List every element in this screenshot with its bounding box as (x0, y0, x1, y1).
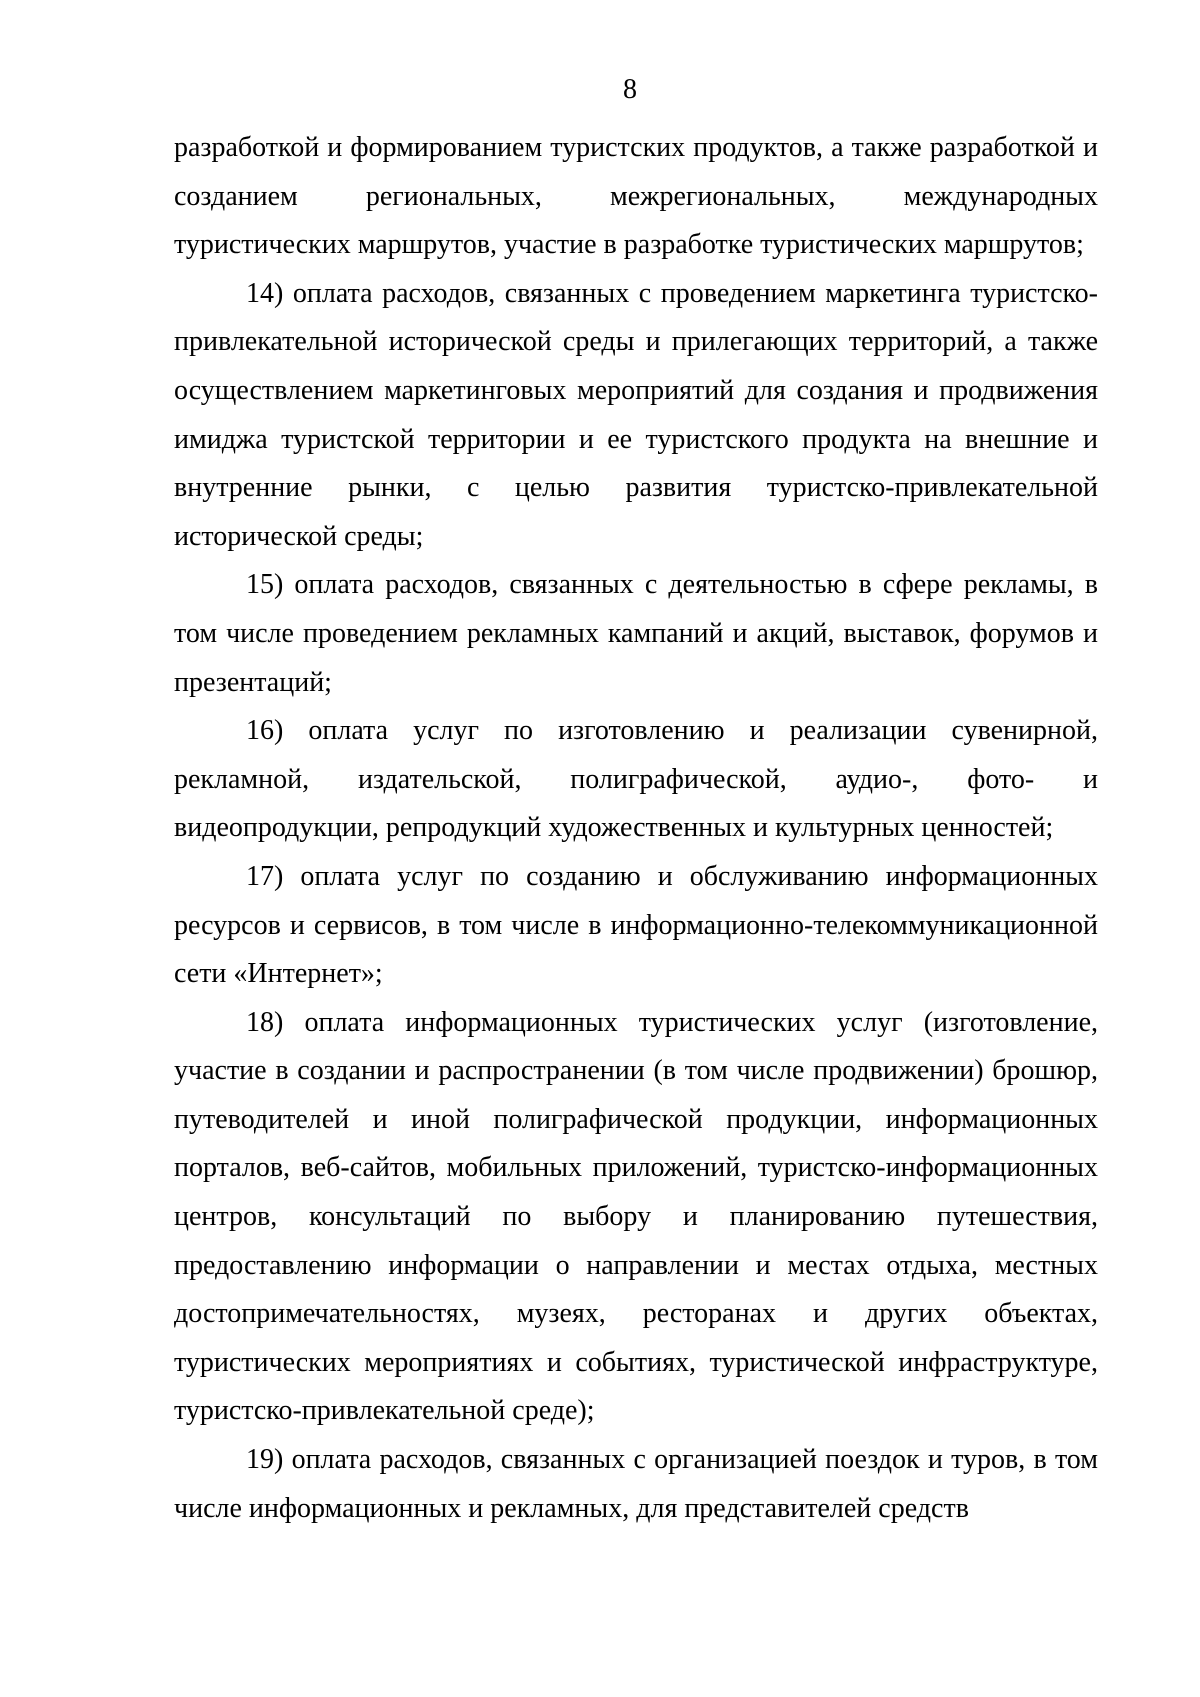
paragraph-item-15: 15) оплата расходов, связанных с деятельностью в сфере рекламы, в том числе проведением рекламных кампаний и акций, выставок, форумов и презентаций; (174, 569, 1098, 698)
paragraph-item-16: 16) оплата услуг по изготовлению и реализации сувенирной, рекламной, издательской, полиграфической, аудио-, фото- и видеопродукции, репродукций художественных и культурных ценностей; (174, 715, 1098, 844)
paragraph-continuation: разработкой и формированием туристских продуктов, а также разработкой и созданием региональных, межрегиональных, международных туристических маршрутов, участие в разработке туристических маршрутов; (174, 132, 1098, 261)
paragraph-item-18: 18) оплата информационных туристических услуг (изготовление, участие в создании и распространении (в том числе продвижении) брошюр, путеводителей и иной полиграфической продукции, информационных порталов, веб-сайтов, мобильных приложений, туристско-информационных центров, консультаций по выбору и планированию путешествия, предоставлению информации о направлении и местах отдыха, местных достопримечательностях, музеях, ресторанах и других объектах, туристических мероприятиях и событиях, туристической инфраструктуре, туристско-привлекательной среде); (174, 1006, 1098, 1427)
paragraph-item-17: 17) оплата услуг по созданию и обслуживанию информационных ресурсов и сервисов, в том числе в информационно-телекоммуникационной сети «Интернет»; (174, 860, 1098, 990)
page-number: 8 (623, 74, 637, 105)
document-body (174, 124, 1098, 1533)
paragraph-item-14: 14) оплата расходов, связанных с проведением маркетинга туристско-привлекательной исторической среды и прилегающих территорий, а также осуществлением маркетинговых мероприятий для создания и продвижения имиджа туристской территории и ее туристского продукта на внешние и внутренние рынки, с целью развития туристско-привлекательной исторической среды; (174, 277, 1098, 552)
paragraph-item-19: 19) оплата расходов, связанных с организацией поездок и туров, в том числе информационных и рекламных, для представителей средств (174, 1444, 1098, 1524)
